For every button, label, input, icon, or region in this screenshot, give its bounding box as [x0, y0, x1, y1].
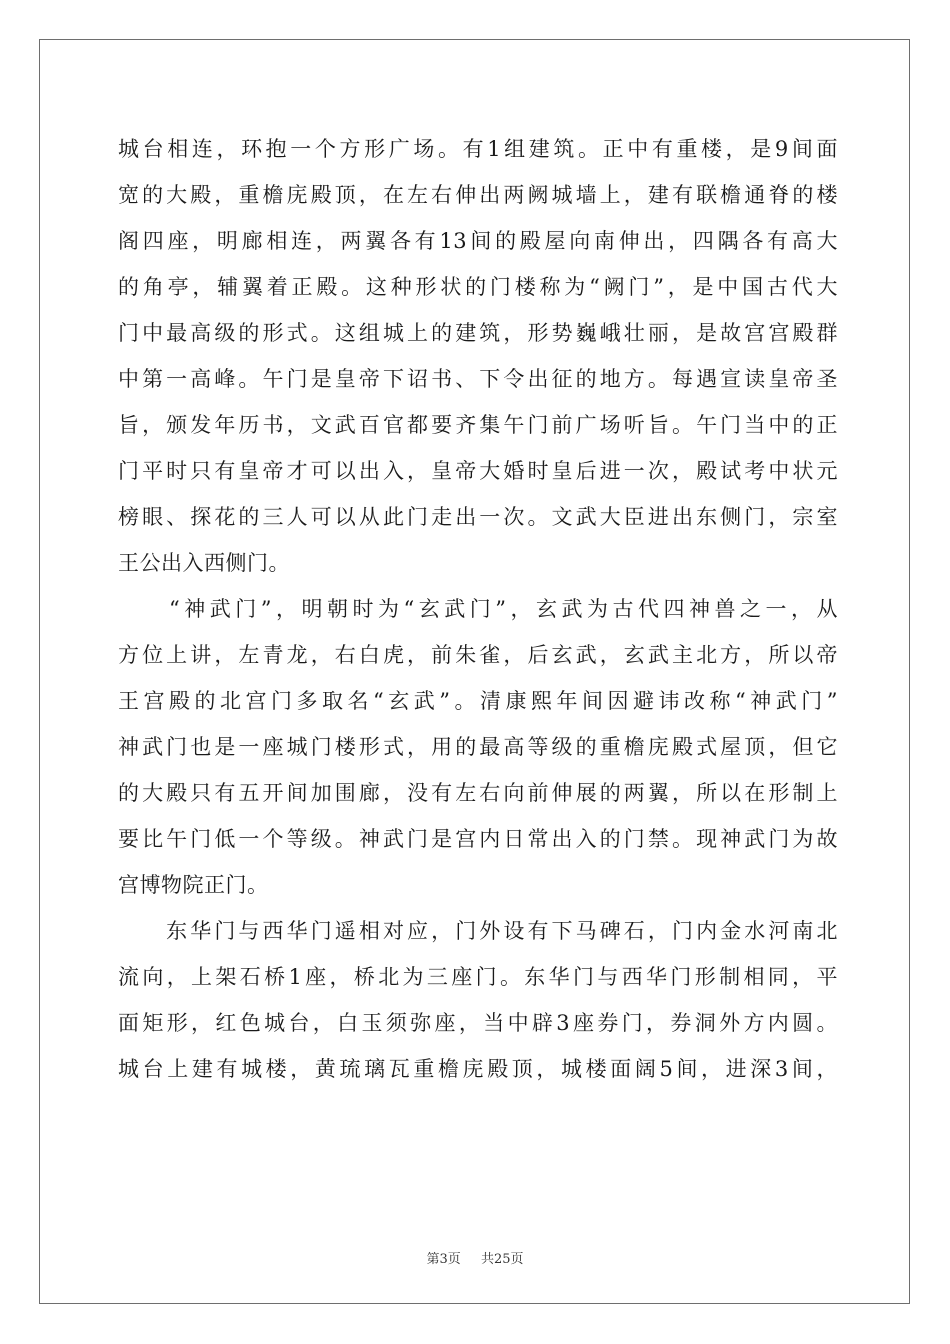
page-footer: [0, 1248, 950, 1267]
text-line: 榜眼、探花的三人可以从此门走出一次。文武大臣进出东侧门，宗室: [118, 505, 838, 529]
text-line: 东华门与西华门遥相对应，门外设有下马碑石，门内金水河南北: [118, 919, 838, 943]
text-line: 门中最高级的形式。这组城上的建筑，形势巍峨壮丽，是故宫宫殿群: [118, 321, 838, 345]
document-body: [118, 126, 838, 1092]
text-line: 城台上建有城楼，黄琉璃瓦重檐庑殿顶，城楼面阔5间，进深3间，: [118, 1057, 838, 1081]
text-line: 宫博物院正门。: [118, 873, 269, 897]
text-line: 门平时只有皇帝才可以出入，皇帝大婚时皇后进一次，殿试考中状元: [118, 459, 838, 483]
text-line: 宽的大殿，重檐庑殿顶，在左右伸出两阙城墙上，建有联檐通脊的楼: [118, 183, 838, 207]
text-line: 的大殿只有五开间加围廊，没有左右向前伸展的两翼，所以在形制上: [118, 781, 838, 805]
page-total: 共25页: [481, 1252, 524, 1267]
text-line: 阁四座，明廊相连，两翼各有13间的殿屋向南伸出，四隅各有高大: [118, 229, 838, 253]
text-line: “神武门”，明朝时为“玄武门”，玄武为古代四神兽之一，从: [118, 597, 838, 621]
text-line: 方位上讲，左青龙，右白虎，前朱雀，后玄武，玄武主北方，所以帝: [118, 643, 838, 667]
text-line: 面矩形，红色城台，白玉须弥座，当中辟3座券门，券洞外方内圆。: [118, 1011, 838, 1035]
text-line: 流向，上架石桥1座，桥北为三座门。东华门与西华门形制相同，平: [118, 965, 838, 989]
text-line: 旨，颁发年历书，文武百官都要齐集午门前广场听旨。午门当中的正: [118, 413, 838, 437]
text-line: 中第一高峰。午门是皇帝下诏书、下令出征的地方。每遇宣读皇帝圣: [118, 367, 838, 391]
text-line: 王宫殿的北宫门多取名“玄武”。清康熙年间因避讳改称“神武门”: [118, 689, 838, 713]
text-line: 王公出入西侧门。: [118, 551, 290, 575]
text-line: 要比午门低一个等级。神武门是宫内日常出入的门禁。现神武门为故: [118, 827, 838, 851]
text-line: 的角亭，辅翼着正殿。这种形状的门楼称为“阙门”，是中国古代大: [118, 275, 838, 299]
page-number: 第3页: [426, 1252, 461, 1267]
text-line: 城台相连，环抱一个方形广场。有1组建筑。正中有重楼，是9间面: [118, 137, 838, 161]
text-line: 神武门也是一座城门楼形式，用的最高等级的重檐庑殿式屋顶，但它: [118, 735, 838, 759]
